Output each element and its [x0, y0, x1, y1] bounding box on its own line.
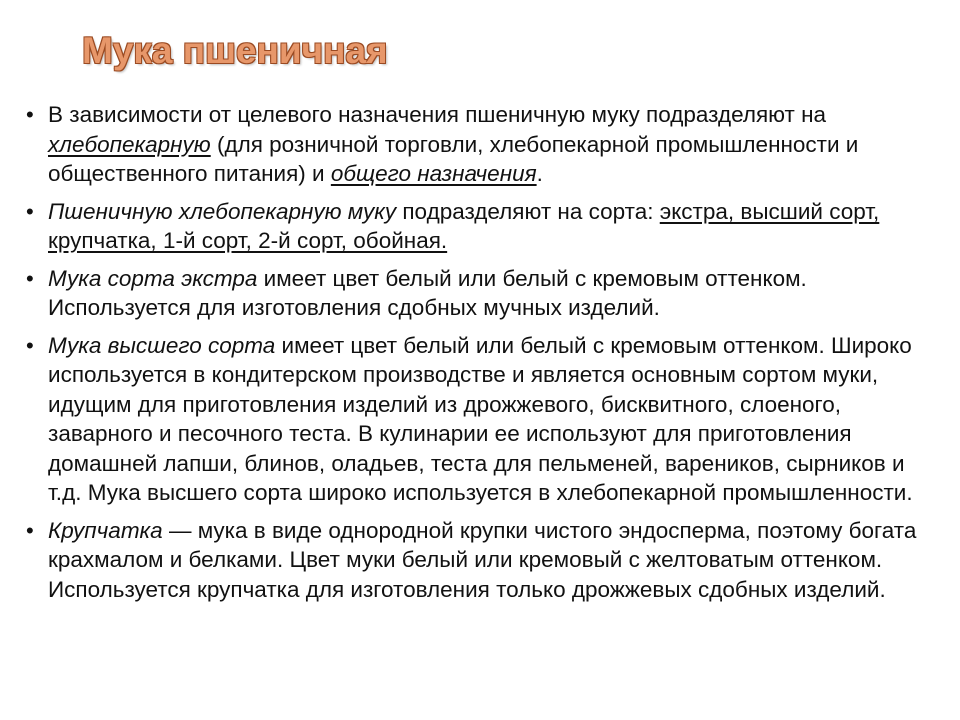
bullet-marker: • — [26, 265, 34, 291]
bullet-text: — мука в виде однородной крупки чистого эндосперма, поэтому богата крахмалом и белками. Цвет муки белый или кремовый с желтоватым оттенком. Используется крупчатка для изготовления только дрожжевых сдобных изделий. — [48, 517, 917, 602]
bullet-item — [26, 100, 938, 189]
bullet-list — [26, 100, 938, 612]
bullet-item — [26, 516, 938, 605]
term-bakery-flour: Пшеничную хлебопекарную муку — [48, 198, 397, 224]
bullet-item — [26, 264, 938, 323]
bullet-marker: • — [26, 198, 34, 224]
slide-title: Мука пшеничная — [82, 30, 388, 71]
bullet-marker: • — [26, 517, 34, 543]
term-general-purpose: общего назначения — [330, 161, 537, 186]
bullet-text: подразделяют на сорта: — [396, 198, 660, 224]
bullet-marker: • — [26, 102, 34, 127]
term-premium: Мука высшего сорта — [48, 332, 276, 358]
bullet-text: В зависимости от целевого назначения пшеничную муку подразделяют на — [48, 102, 827, 127]
bullet-marker: • — [26, 332, 34, 358]
term-krupchatka: Крупчатка — [48, 517, 163, 543]
bullet-text: имеет цвет белый или белый с кремовым оттенком. Широко используется в кондитерском производстве и является основным сортом муки, идущим для приготовления изделий из дрожжевого, бисквитного, слоеного, заварного и песочного теста. В кулинарии ее используют для приготовления домашней лапши, блинов, оладьев, теста для пельменей, вареников, сырников и т.д. Мука высшего сорта широко используется в хлебопекарной промышленности. — [48, 332, 913, 505]
bullet-item — [26, 331, 938, 508]
bullet-text: (для розничной торговли, хлебопекарной промышленности и общественного питания) и — [48, 131, 859, 186]
term-bakery: хлебопекарную — [48, 131, 211, 157]
bullet-text: имеет цвет белый или белый с кремовым оттенком. Используется для изготовления сдобных мучных изделий. — [48, 265, 807, 320]
bullet-item — [26, 197, 938, 256]
bullet-text: . — [536, 161, 543, 186]
term-extra: Мука сорта экстра — [48, 265, 258, 291]
grades-list: экстра, высший сорт, крупчатка, 1-й сорт, 2-й сорт, обойная. — [48, 198, 880, 253]
